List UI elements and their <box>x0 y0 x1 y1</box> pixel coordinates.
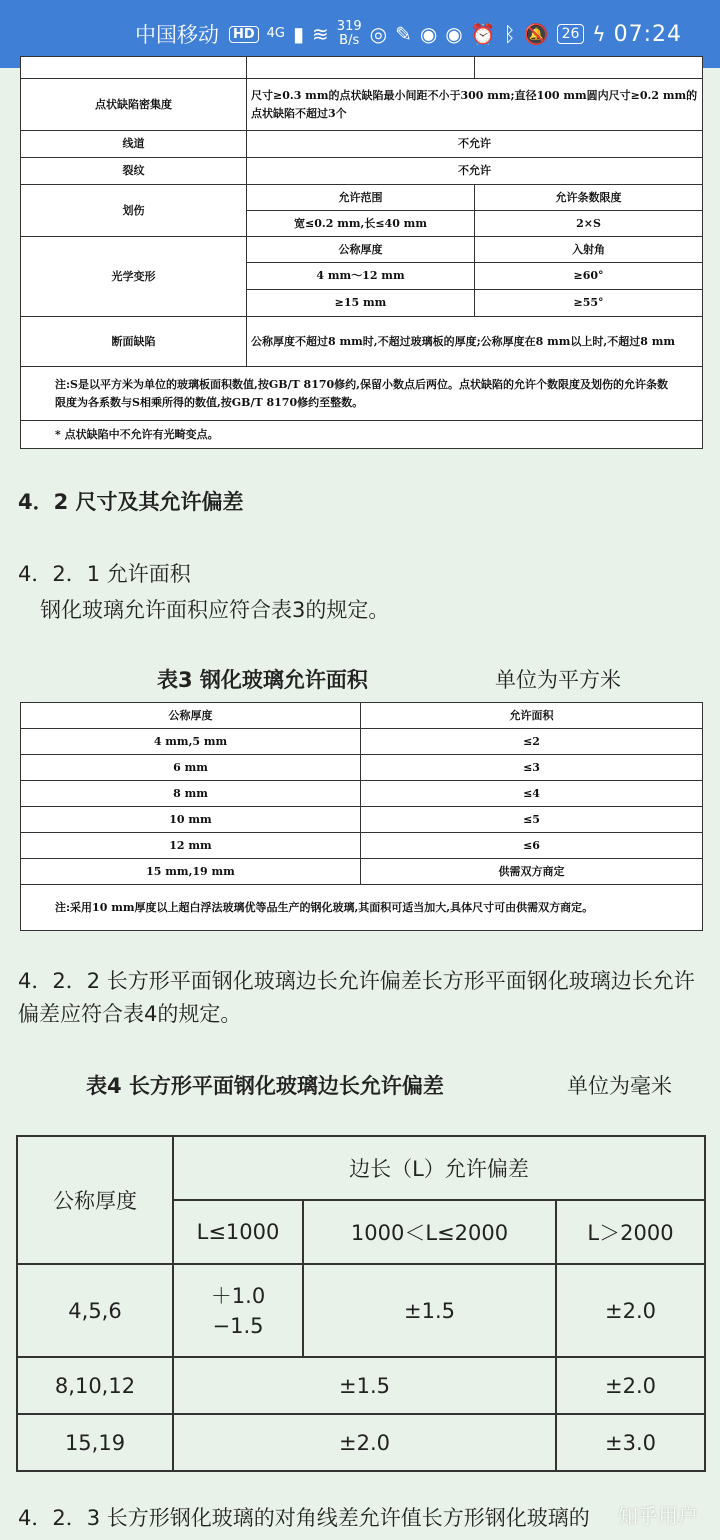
watermark: 知乎用户 <box>618 1504 698 1528</box>
optical-label: 光学变形 <box>21 237 247 317</box>
row2-thickness: 8,10,12 <box>17 1357 173 1414</box>
optical-thickness-1: 4 mm～12 mm <box>247 263 475 290</box>
battery-icon: 26 <box>557 24 585 44</box>
area-row-thickness: 8 mm <box>21 781 361 807</box>
defect-table-footnote: * 点状缺陷中不允许有光畸变点。 <box>21 421 703 449</box>
area-row-thickness: 10 mm <box>21 807 361 833</box>
area-row-thickness: 4 mm,5 mm <box>21 729 361 755</box>
scratch-header-limit: 允许条数限度 <box>475 185 703 211</box>
app-notification-icon: ✎ <box>395 22 412 46</box>
defect-table <box>20 56 703 449</box>
row3-thickness: 15,19 <box>17 1414 173 1471</box>
line-value: 不允许 <box>247 131 703 158</box>
area-row-value: ≤3 <box>361 755 703 781</box>
line-label: 线道 <box>21 131 247 158</box>
hd-voice-icon: HD <box>229 26 259 43</box>
network-speed: 319 B/s <box>336 19 362 48</box>
section-4-2-3-text: 4．2．3 长方形钢化玻璃的对角线差允许值长方形钢化玻璃的 <box>18 1506 590 1530</box>
charging-icon: ϟ <box>592 22 606 46</box>
section-4-2-2-text: 4．2．2 长方形平面钢化玻璃边长允许偏差长方形平面钢化玻璃边长允许偏差应符合表4的规定。 <box>18 969 695 1026</box>
section-defect-text: 公称厚度不超过8 mm时,不超过玻璃板的厚度;公称厚度在8 mm以上时,不超过8 mm <box>247 317 703 367</box>
area-row-value: 供需双方商定 <box>361 859 703 885</box>
crack-label: 裂纹 <box>21 158 247 185</box>
table3-unit: 单位为平方米 <box>495 668 621 692</box>
bluetooth-icon: ᛒ <box>503 22 516 46</box>
row3-col12: ±2.0 <box>173 1414 556 1471</box>
optical-header-thickness: 公称厚度 <box>247 237 475 263</box>
area-header-thickness: 公称厚度 <box>21 703 361 729</box>
dense-defect-text: 尺寸≥0.3 mm的点状缺陷最小间距不小于300 mm;直径100 mm圆内尺寸≥0.2 mm的点状缺陷不超过3个 <box>247 79 703 131</box>
table4-caption: 表4 长方形平面钢化玻璃边长允许偏差 <box>86 1074 444 1098</box>
eye-icon: ◉ <box>445 22 463 46</box>
area-row-thickness: 15 mm,19 mm <box>21 859 361 885</box>
scratch-label: 划伤 <box>21 185 247 237</box>
section-4-2-1-body: 钢化玻璃允许面积应符合表3的规定。 <box>40 598 390 622</box>
header-col-1: L≤1000 <box>173 1200 303 1264</box>
location-icon: ◉ <box>419 22 438 46</box>
network-type: 4G <box>266 26 286 41</box>
optical-angle-2: ≥55° <box>475 290 703 317</box>
signal-icon: ▮ <box>293 22 305 46</box>
table4-unit: 单位为毫米 <box>567 1074 672 1098</box>
row3-col3: ±3.0 <box>556 1414 705 1471</box>
mute-icon: 🔕 <box>523 22 549 46</box>
table3-caption: 表3 钢化玻璃允许面积 <box>157 668 368 692</box>
optical-angle-1: ≥60° <box>475 263 703 290</box>
section-4-2-1-title: 4．2．1 允许面积 <box>18 562 191 586</box>
header-deviation-group: 边长（L）允许偏差 <box>173 1136 705 1200</box>
side-length-deviation-table <box>16 1135 706 1472</box>
crack-value: 不允许 <box>247 158 703 185</box>
optical-header-angle: 入射角 <box>475 237 703 263</box>
row2-col12: ±1.5 <box>173 1357 556 1414</box>
clock: 07:24 <box>613 21 682 47</box>
dense-defect-label: 点状缺陷密集度 <box>21 79 247 131</box>
area-row-thickness: 6 mm <box>21 755 361 781</box>
scratch-limit-value: 2×S <box>475 211 703 237</box>
section-4-2-heading: 4．2 尺寸及其允许偏差 <box>18 490 244 514</box>
area-row-value: ≤4 <box>361 781 703 807</box>
area-row-thickness: 12 mm <box>21 833 361 859</box>
defect-table-note: 注:S是以平方米为单位的玻璃板面积数值,按GB/T 8170修约,保留小数点后两位。点状缺陷的允许个数限度及划伤的允许条数限度为各系数与S相乘所得的数值,按GB/T 8170修约至整数。 <box>21 367 703 421</box>
alarm-icon: ⏰ <box>470 22 496 46</box>
row1-col3: ±2.0 <box>556 1264 705 1357</box>
area-header-area: 允许面积 <box>361 703 703 729</box>
area-table-note: 注:采用10 mm厚度以上超白浮法玻璃优等品生产的钢化玻璃,其面积可适当加大,具体尺寸可由供需双方商定。 <box>21 885 703 931</box>
carrier-name: 中国移动 <box>134 23 219 47</box>
scratch-header-range: 允许范围 <box>247 185 475 211</box>
row1-col1: ＋1.0 −1.5 <box>173 1264 303 1357</box>
row1-col2: ±1.5 <box>303 1264 556 1357</box>
header-col-3: L＞2000 <box>556 1200 705 1264</box>
area-row-value: ≤2 <box>361 729 703 755</box>
scratch-range-value: 宽≤0.2 mm,长≤40 mm <box>247 211 475 237</box>
header-col-2: 1000＜L≤2000 <box>303 1200 556 1264</box>
area-row-value: ≤5 <box>361 807 703 833</box>
area-row-value: ≤6 <box>361 833 703 859</box>
row2-col3: ±2.0 <box>556 1357 705 1414</box>
area-table <box>20 702 703 931</box>
browser-icon: ◎ <box>369 22 388 46</box>
header-thickness: 公称厚度 <box>17 1136 173 1264</box>
optical-thickness-2: ≥15 mm <box>247 290 475 317</box>
wifi-icon: ≋ <box>312 22 329 46</box>
section-defect-label: 断面缺陷 <box>21 317 247 367</box>
row1-thickness: 4,5,6 <box>17 1264 173 1357</box>
